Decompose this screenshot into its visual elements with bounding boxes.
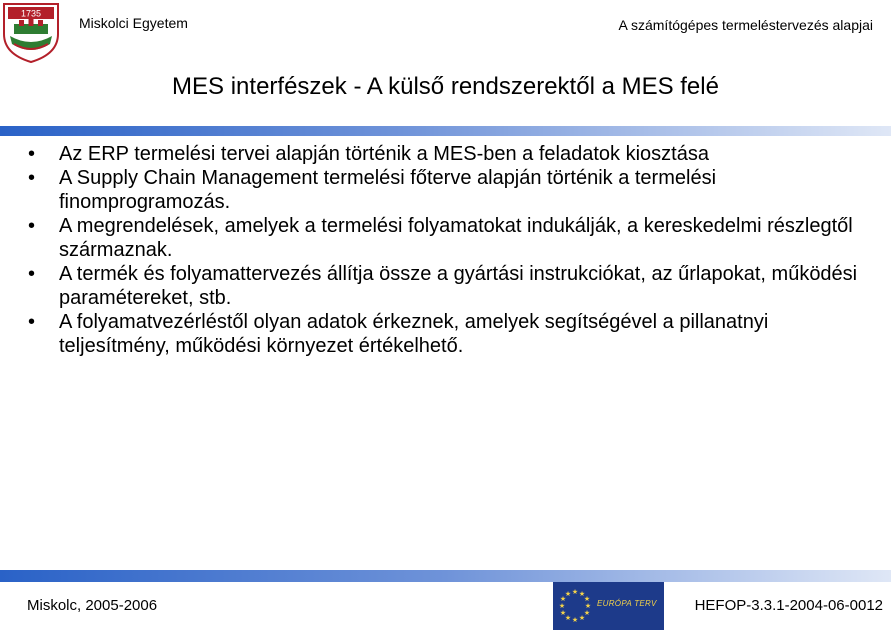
bullet-item [28,142,878,166]
svg-text:★: ★ [559,609,567,617]
svg-text:★: ★ [578,614,586,622]
bullet-text: A megrendelések, amelyek a termelési folyamatokat indukálják, a kereskedelmi részlegtől származnak. [59,215,853,261]
footer-divider-bar [0,570,891,582]
svg-text:★: ★ [559,595,567,603]
europa-terv-logo [553,582,664,630]
crest-year-text: 1735 [20,8,42,19]
header-course-title: A számítógépes termeléstervezés alapjai [618,17,873,33]
svg-text:★: ★ [583,609,591,617]
footer-project-code: HEFOP-3.3.1-2004-06-0012 [694,597,883,614]
bullet-dot: • [28,143,36,165]
svg-text:★: ★ [564,614,572,622]
bullet-list [28,142,878,358]
title-divider-bar [0,126,891,136]
bullet-dot: • [28,215,36,237]
svg-text:★: ★ [558,602,566,610]
svg-text:★: ★ [571,588,579,596]
bullet-dot: • [28,167,36,189]
eu-stars-icon [553,582,597,630]
bullet-text: Az ERP termelési tervei alapján történik a MES-ben a feladatok kiosztása [59,143,709,165]
bullet-text: A folyamatvezérléstől olyan adatok érkeznek, amelyek segítségével a pillanatnyi teljesítmény, működési környezet értékelhető. [59,311,769,357]
bullet-text: A Supply Chain Management termelési főterve alapján történik a termelési finomprogramozás. [59,167,717,213]
bullet-dot: • [28,263,36,285]
bullet-item [28,214,878,262]
svg-text:★: ★ [583,595,591,603]
header-university-name: Miskolci Egyetem [79,15,188,31]
svg-text:★: ★ [571,616,579,624]
svg-text:★: ★ [564,590,572,598]
bullet-item [28,262,878,310]
bullet-text: A termék és folyamattervezés állítja össze a gyártási instrukciókat, az űrlapokat, működési paramétereket, stb. [59,263,858,309]
bullet-dot: • [28,311,36,333]
slide-title: MES interfészek - A külső rendszerektől a MES felé [172,73,719,100]
slide-content [28,142,878,358]
university-crest-logo [0,0,62,64]
footer-location-date: Miskolc, 2005-2006 [27,597,158,614]
bullet-item [28,166,878,214]
europa-terv-label: EURÓPA TERV [597,599,657,608]
svg-text:★: ★ [578,590,586,598]
svg-text:★: ★ [584,602,592,610]
bullet-item [28,310,878,358]
